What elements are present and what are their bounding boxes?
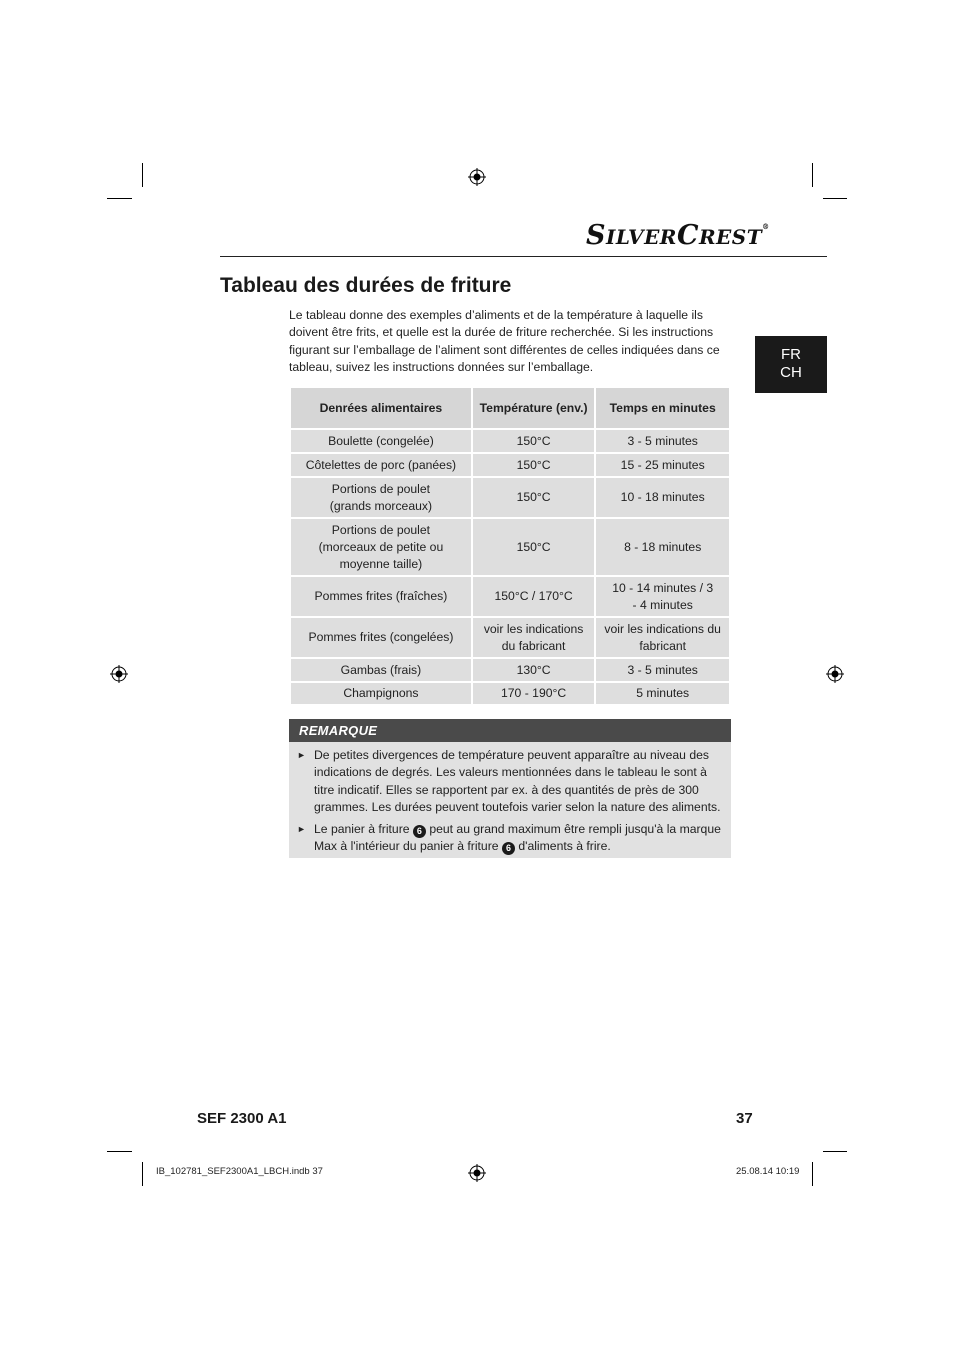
print-slug-date: 25.08.14 10:19 <box>736 1166 800 1177</box>
header-food: Denrées alimentaires <box>291 388 471 428</box>
remark-text: peut au grand maximum être rempli jusqu'à la marque Max à l'intérieur du panier à friture <box>314 822 721 854</box>
language-tab <box>755 336 827 393</box>
table-row <box>291 683 729 704</box>
list-item <box>297 821 725 856</box>
table-row <box>291 478 729 517</box>
model-number: SEF 2300 A1 <box>197 1110 287 1127</box>
language-code-fr: FR <box>781 346 801 363</box>
remark-list <box>289 742 731 856</box>
frying-times-table <box>289 386 731 706</box>
table-row <box>291 577 729 616</box>
registration-mark-icon <box>468 168 486 186</box>
table-header-row <box>291 388 729 428</box>
registration-mark-icon <box>468 1164 486 1182</box>
cell-food: Portions de poulet (morceaux de petite ou moyenne taille) <box>291 519 471 575</box>
remark-heading: REMARQUE <box>289 719 731 742</box>
list-item <box>297 747 725 816</box>
brand-logo: SILVERCREST® <box>586 220 770 251</box>
language-code-ch: CH <box>780 364 802 381</box>
cell-temperature: 150°C <box>473 478 595 517</box>
cell-food: Boulette (congelée) <box>291 430 471 452</box>
remark-text: d'aliments à frire. <box>518 839 611 854</box>
table-row <box>291 454 729 476</box>
cell-temperature: 150°C / 170°C <box>473 577 595 616</box>
cell-temperature: 150°C <box>473 454 595 476</box>
cell-food: Pommes frites (congelées) <box>291 618 471 657</box>
remark-box <box>289 719 731 858</box>
table-row <box>291 519 729 575</box>
cell-food: Pommes frites (fraîches) <box>291 577 471 616</box>
print-slug-file: IB_102781_SEF2300A1_LBCH.indb 37 <box>156 1166 323 1177</box>
cell-temperature: 170 - 190°C <box>473 683 595 704</box>
crop-mark <box>107 1151 132 1152</box>
cell-temperature: 150°C <box>473 430 595 452</box>
crop-mark <box>812 1162 813 1186</box>
cell-time: 3 - 5 minutes <box>596 430 729 452</box>
cell-time: 15 - 25 minutes <box>596 454 729 476</box>
cell-time: 8 - 18 minutes <box>596 519 729 575</box>
crop-mark <box>142 163 143 187</box>
intro-paragraph: Le tableau donne des exemples d’aliments et de la température à laquelle ils doivent être frits, et quelle est la durée de friture recherchée. Si les instructions figurant sur l’emballage de l’aliment sont différentes de celles indiquées dans ce tableau, suivez les instructions données sur l’emballage. <box>289 308 720 374</box>
header-time: Temps en minutes <box>596 388 729 428</box>
bullet-arrow-icon: ► <box>297 824 306 835</box>
page-title: Tableau des durées de friture <box>220 274 512 297</box>
registration-mark-icon <box>110 665 128 683</box>
remark-text: De petites divergences de température peuvent apparaître au niveau des indications de degrés. Les valeurs mentionnées dans le tableau le sont à titre indicatif. Elles se rapportent par ex. à des quantités de près de 300 grammes. Les durées peuvent toutefois varier selon la nature des aliments. <box>314 748 721 814</box>
crop-mark <box>107 198 132 199</box>
cell-temperature: voir les indications du fabricant <box>473 618 595 657</box>
reference-number-badge: 6 <box>413 825 426 838</box>
table-row <box>291 618 729 657</box>
crop-mark <box>823 1151 847 1152</box>
cell-time: 5 minutes <box>596 683 729 704</box>
header-temperature: Température (env.) <box>473 388 595 428</box>
remark-text: Le panier à friture <box>314 822 410 837</box>
cell-time: 10 - 18 minutes <box>596 478 729 517</box>
table-row <box>291 659 729 681</box>
cell-food: Côtelettes de porc (panées) <box>291 454 471 476</box>
reference-number-badge: 6 <box>502 842 515 855</box>
registration-mark-icon <box>826 665 844 683</box>
cell-time: 3 - 5 minutes <box>596 659 729 681</box>
crop-mark <box>812 163 813 187</box>
table-row <box>291 430 729 452</box>
cell-time: voir les indications du fabricant <box>596 618 729 657</box>
crop-mark <box>142 1162 143 1186</box>
cell-temperature: 150°C <box>473 519 595 575</box>
bullet-arrow-icon: ► <box>297 750 306 760</box>
cell-time: 10 - 14 minutes / 3 - 4 minutes <box>596 577 729 616</box>
header-rule <box>220 256 827 257</box>
page-number: 37 <box>736 1110 753 1127</box>
cell-food: Champignons <box>291 683 471 704</box>
cell-food: Portions de poulet (grands morceaux) <box>291 478 471 517</box>
cell-food: Gambas (frais) <box>291 659 471 681</box>
crop-mark <box>823 198 847 199</box>
cell-temperature: 130°C <box>473 659 595 681</box>
